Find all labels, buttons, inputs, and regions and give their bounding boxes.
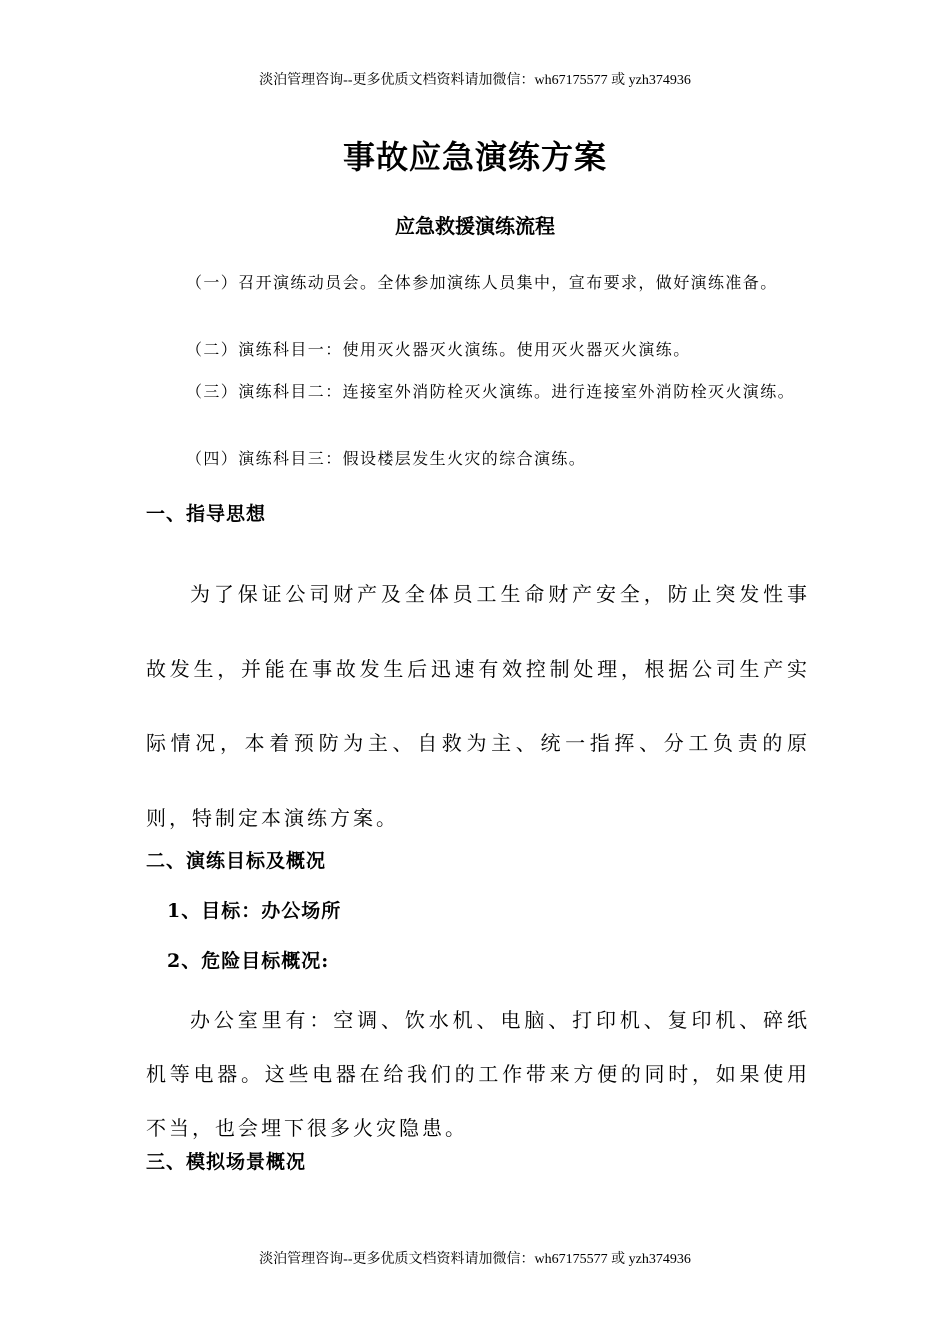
subsection-heading: 1、目标：办公场所 (167, 900, 342, 922)
section-heading: 三、模拟场景概况 (146, 1151, 307, 1173)
flow-step: （四）演练科目三：假设楼层发生火灾的综合演练。 (186, 449, 587, 468)
section-paragraph: 为了保证公司财产及全体员工生命财产安全，防止突发性事故发生，并能在事故发生后迅速有效控制处理，根据公司生产实际情况，本着预防为主、自救为主、统一指挥、分工负责的原则，特制定本演练方案。 (146, 582, 810, 830)
flow-step: （一）召开演练动员会。全体参加演练人员集中，宣布要求，做好演练准备。 (186, 273, 778, 292)
flow-step: （二）演练科目一：使用灭火器灭火演练。使用灭火器灭火演练。 (186, 340, 691, 359)
document-subtitle: 应急救援演练流程 (395, 214, 555, 238)
section-paragraph: 办公室里有：空调、饮水机、电脑、打印机、复印机、碎纸机等电器。这些电器在给我们的工作带来方便的同时，如果使用不当，也会埋下很多火灾隐患。 (146, 1008, 810, 1140)
flow-step: （三）演练科目二：连接室外消防栓灭火演练。进行连接室外消防栓灭火演练。 (186, 382, 796, 401)
section-heading: 二、演练目标及概况 (146, 850, 327, 872)
page-header: 淡泊管理咨询--更多优质文档资料请加微信：wh67175577 或 yzh374936 (259, 73, 691, 88)
document-title: 事故应急演练方案 (342, 138, 607, 176)
subsection-heading: 2、危险目标概况: (167, 950, 330, 972)
section-heading: 一、指导思想 (146, 503, 267, 525)
page-footer: 淡泊管理咨询--更多优质文档资料请加微信：wh67175577 或 yzh374936 (259, 1252, 691, 1267)
